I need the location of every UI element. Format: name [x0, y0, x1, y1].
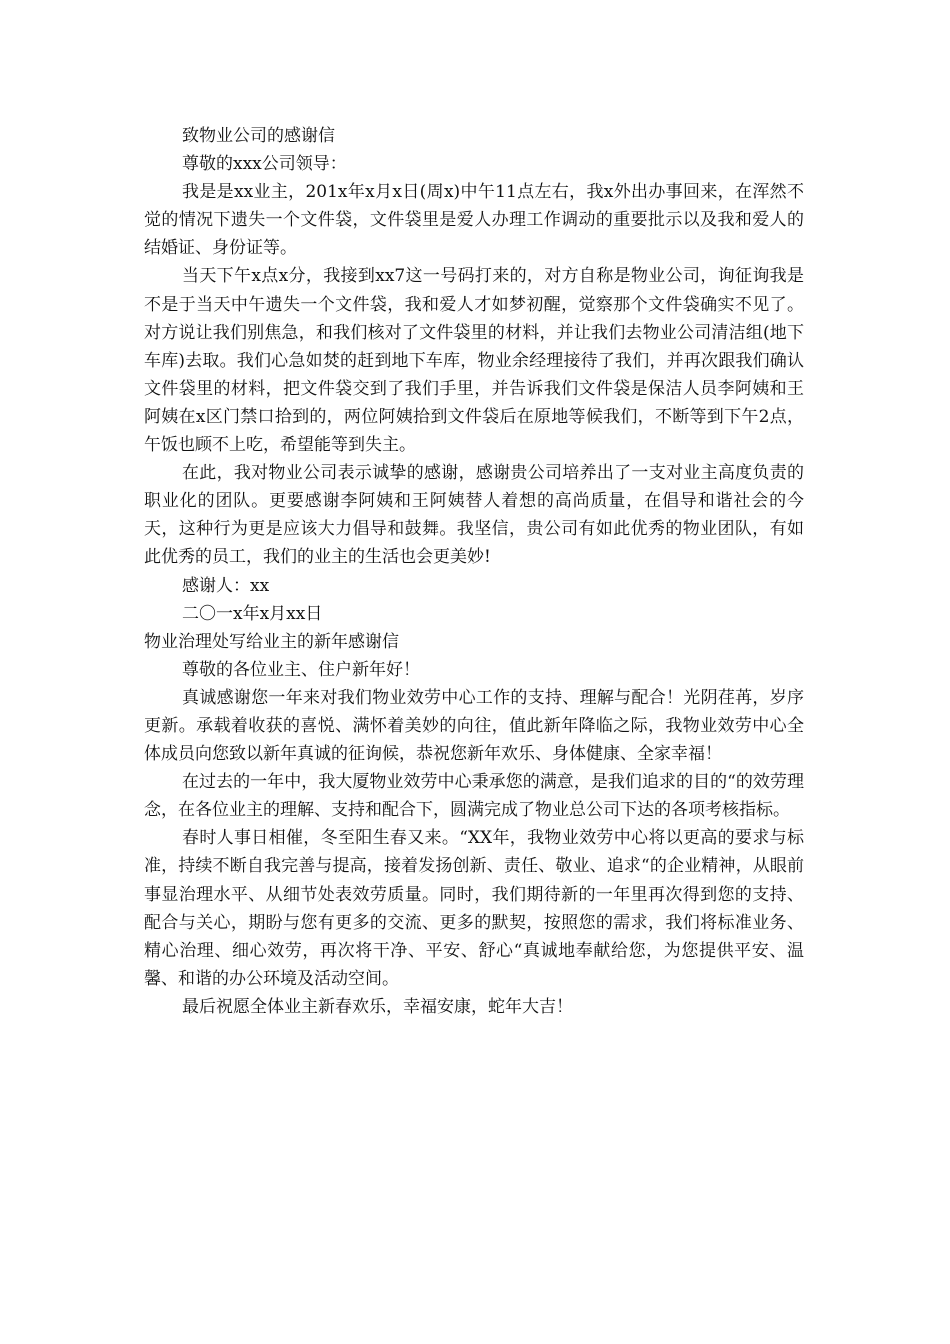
letter1-paragraph: 当天下午x点x分，我接到xx7这一号码打来的，对方自称是物业公司，询征询我是不是于当天中午遗失一个文件袋，我和爱人才如梦初醒，觉察那个文件袋确实不见了。对方说让我们别焦急，和我们核对了文件袋里的材料，并让我们去物业公司清洁组(地下车库)去取。我们心急如焚的赶到地下车库，物业余经理接待了我们，并再次跟我们确认文件袋里的材料，把文件袋交到了我们手里，并告诉我们文件袋是保洁人员李阿姨和王阿姨在x区门禁口拾到的，两位阿姨拾到文件袋后在原地等候我们，不断等到下午2点，午饭也顾不上吃，希望能等到失主。	[144, 266, 804, 456]
letter2-paragraph: 春时人事日相催，冬至阳生春又来。“XX年，我物业效劳中心将以更高的要求与标准，持续不断自我完善与提高，接着发扬创新、责任、敬业、追求“的企业精神，从眼前事显治理水平、从细节处表效劳质量。同时，我们期待新的一年里再次得到您的支持、配合与关心，期盼与您有更多的交流、更多的默契，按照您的需求，我们将标准业务、精心治理、细心效劳，再次将干净、平安、舒心“真诚地奉献给您，为您提供平安、温馨、和谐的办公环境及活动空间。	[144, 828, 804, 989]
letter2-salutation: 尊敬的各位业主、住户新年好！	[182, 659, 420, 680]
document-page	[144, 122, 804, 1021]
letter1-date: 二〇一x年x月xx日	[182, 603, 323, 624]
letter1-signature: 感谢人：xx	[182, 575, 270, 596]
letter2-title: 物业治理处写给业主的新年感谢信	[144, 631, 399, 652]
letter1-paragraph: 在此，我对物业公司表示诚挚的感谢，感谢贵公司培养出了一支对业主高度负责的职业化的团队。更要感谢李阿姨和王阿姨替人着想的高尚质量，在倡导和谐社会的今天，这种行为更是应该大力倡导和鼓舞。我坚信，贵公司有如此优秀的物业团队，有如此优秀的员工，我们的业主的生活也会更美妙!	[144, 463, 804, 568]
letter2-paragraph: 真诚感谢您一年来对我们物业效劳中心工作的支持、理解与配合！光阴荏苒，岁序更新。承载着收获的喜悦、满怀着美妙的向往，值此新年降临之际，我物业效劳中心全体成员向您致以新年真诚的征询候，恭祝您新年欢乐、身体健康、全家幸福！	[144, 687, 804, 765]
letter1-salutation: 尊敬的xxx公司领导：	[182, 154, 347, 175]
letter2-closing: 最后祝愿全体业主新春欢乐，幸福安康，蛇年大吉！	[182, 996, 573, 1017]
letter2-paragraph: 在过去的一年中，我大厦物业效劳中心秉承您的满意，是我们追求的目的“的效劳理念，在各位业主的理解、支持和配合下，圆满完成了物业总公司下达的各项考核指标。	[144, 772, 804, 821]
letter1-title: 致物业公司的感谢信	[182, 126, 335, 146]
letter1-paragraph: 我是是xx业主，201x年x月x日(周x)中午11点左右，我x外出办事回来，在浑然不觉的情况下遗失一个文件袋，文件袋里是爱人办理工作调动的重要批示以及我和爱人的结婚证、身份证等。	[144, 182, 804, 259]
